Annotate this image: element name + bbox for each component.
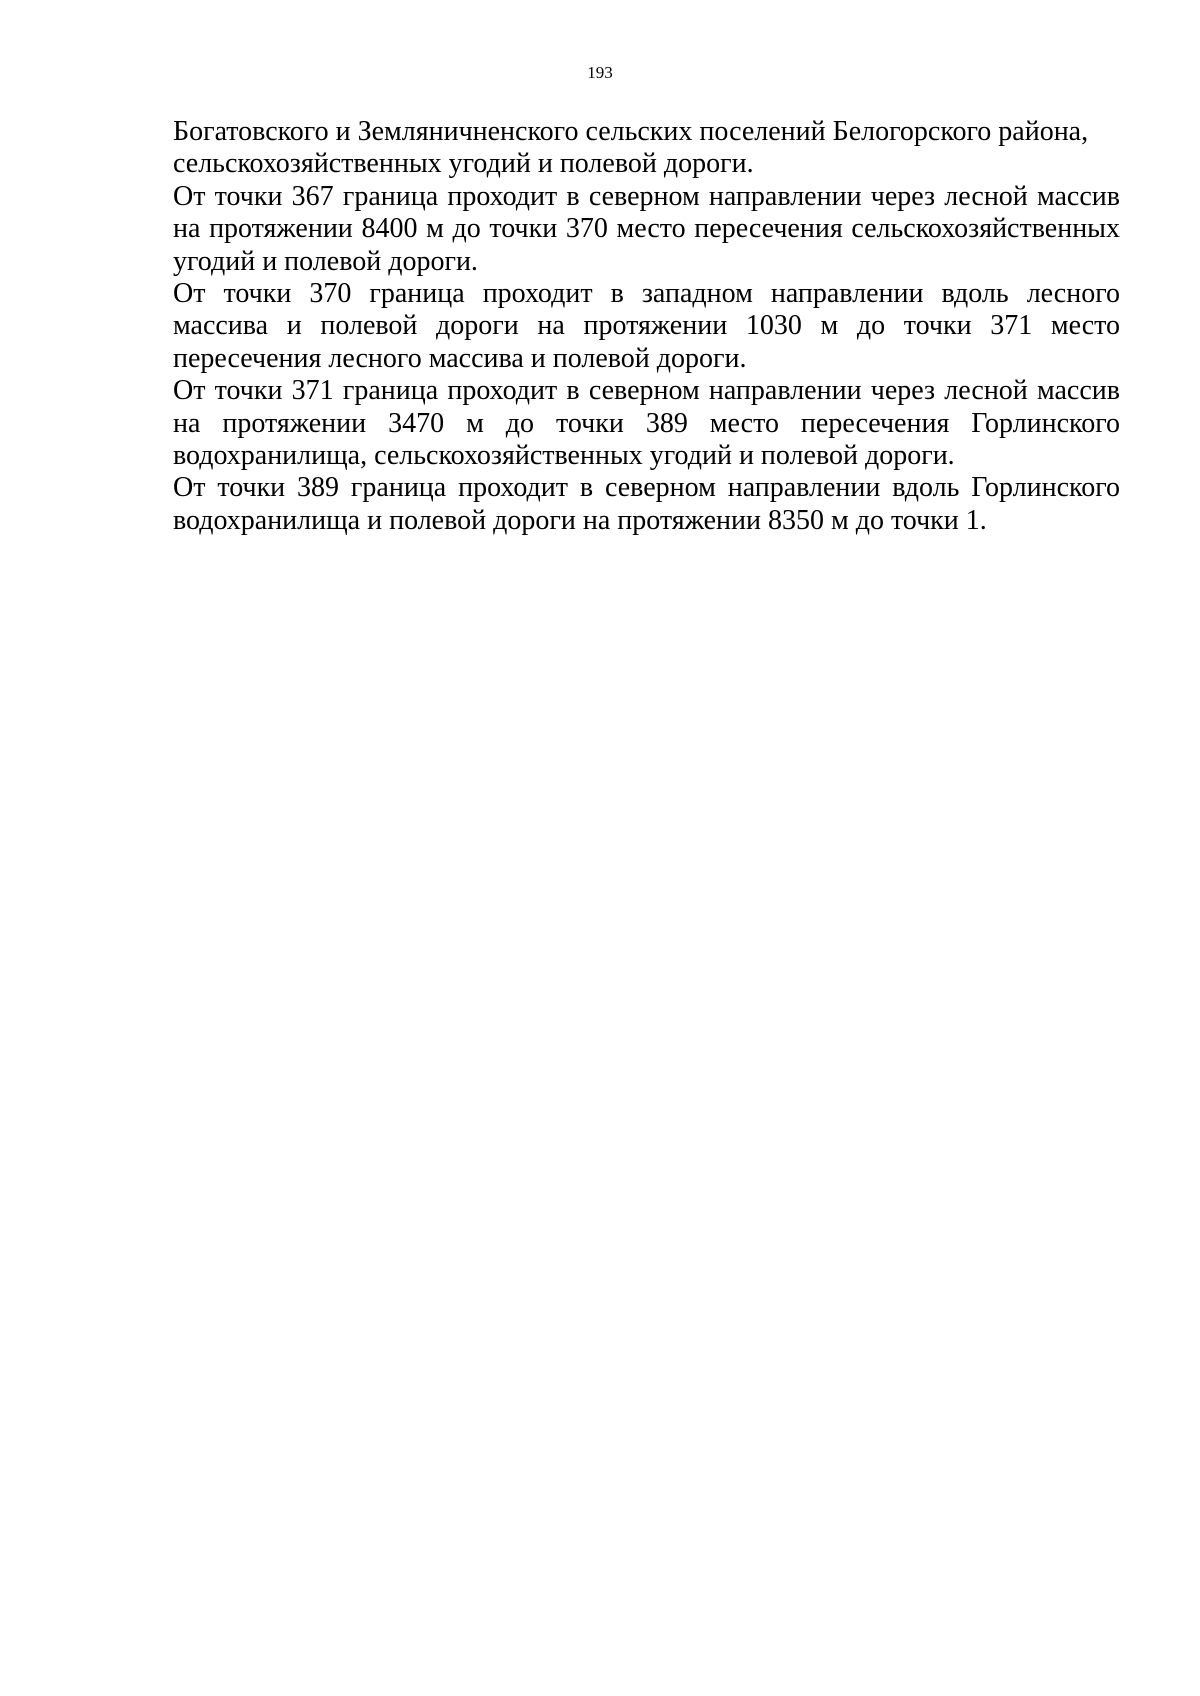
page-number: 193 (587, 63, 613, 82)
paragraph-4: От точки 371 граница проходит в северном направлении через лесной массив на протяжении 3470 м до точки 389 место пересечения Горлинского водохранилища, сельскохозяйственных угодий и полевой дороги. (173, 375, 1120, 472)
paragraph-2: От точки 367 граница проходит в северном направлении через лесной массив на протяжении 8400 м до точки 370 место пересечения сельскохозяйственных угодий и полевой дороги. (173, 180, 1120, 277)
paragraph-5: От точки 389 граница проходит в северном направлении вдоль Горлинского водохранилища и полевой дороги на протяжении 8350 м до точки 1. (173, 472, 1120, 536)
paragraph-3: От точки 370 граница проходит в западном направлении вдоль лесного массива и полевой дороги на протяжении 1030 м до точки 371 место пересечения лесного массива и полевой дороги. (173, 278, 1120, 374)
document-body (173, 116, 1120, 537)
paragraph-1: Богатовского и Земляничненского сельских поселений Белогорского района, сельскохозяйственных угодий и полевой дороги. (173, 116, 1089, 180)
